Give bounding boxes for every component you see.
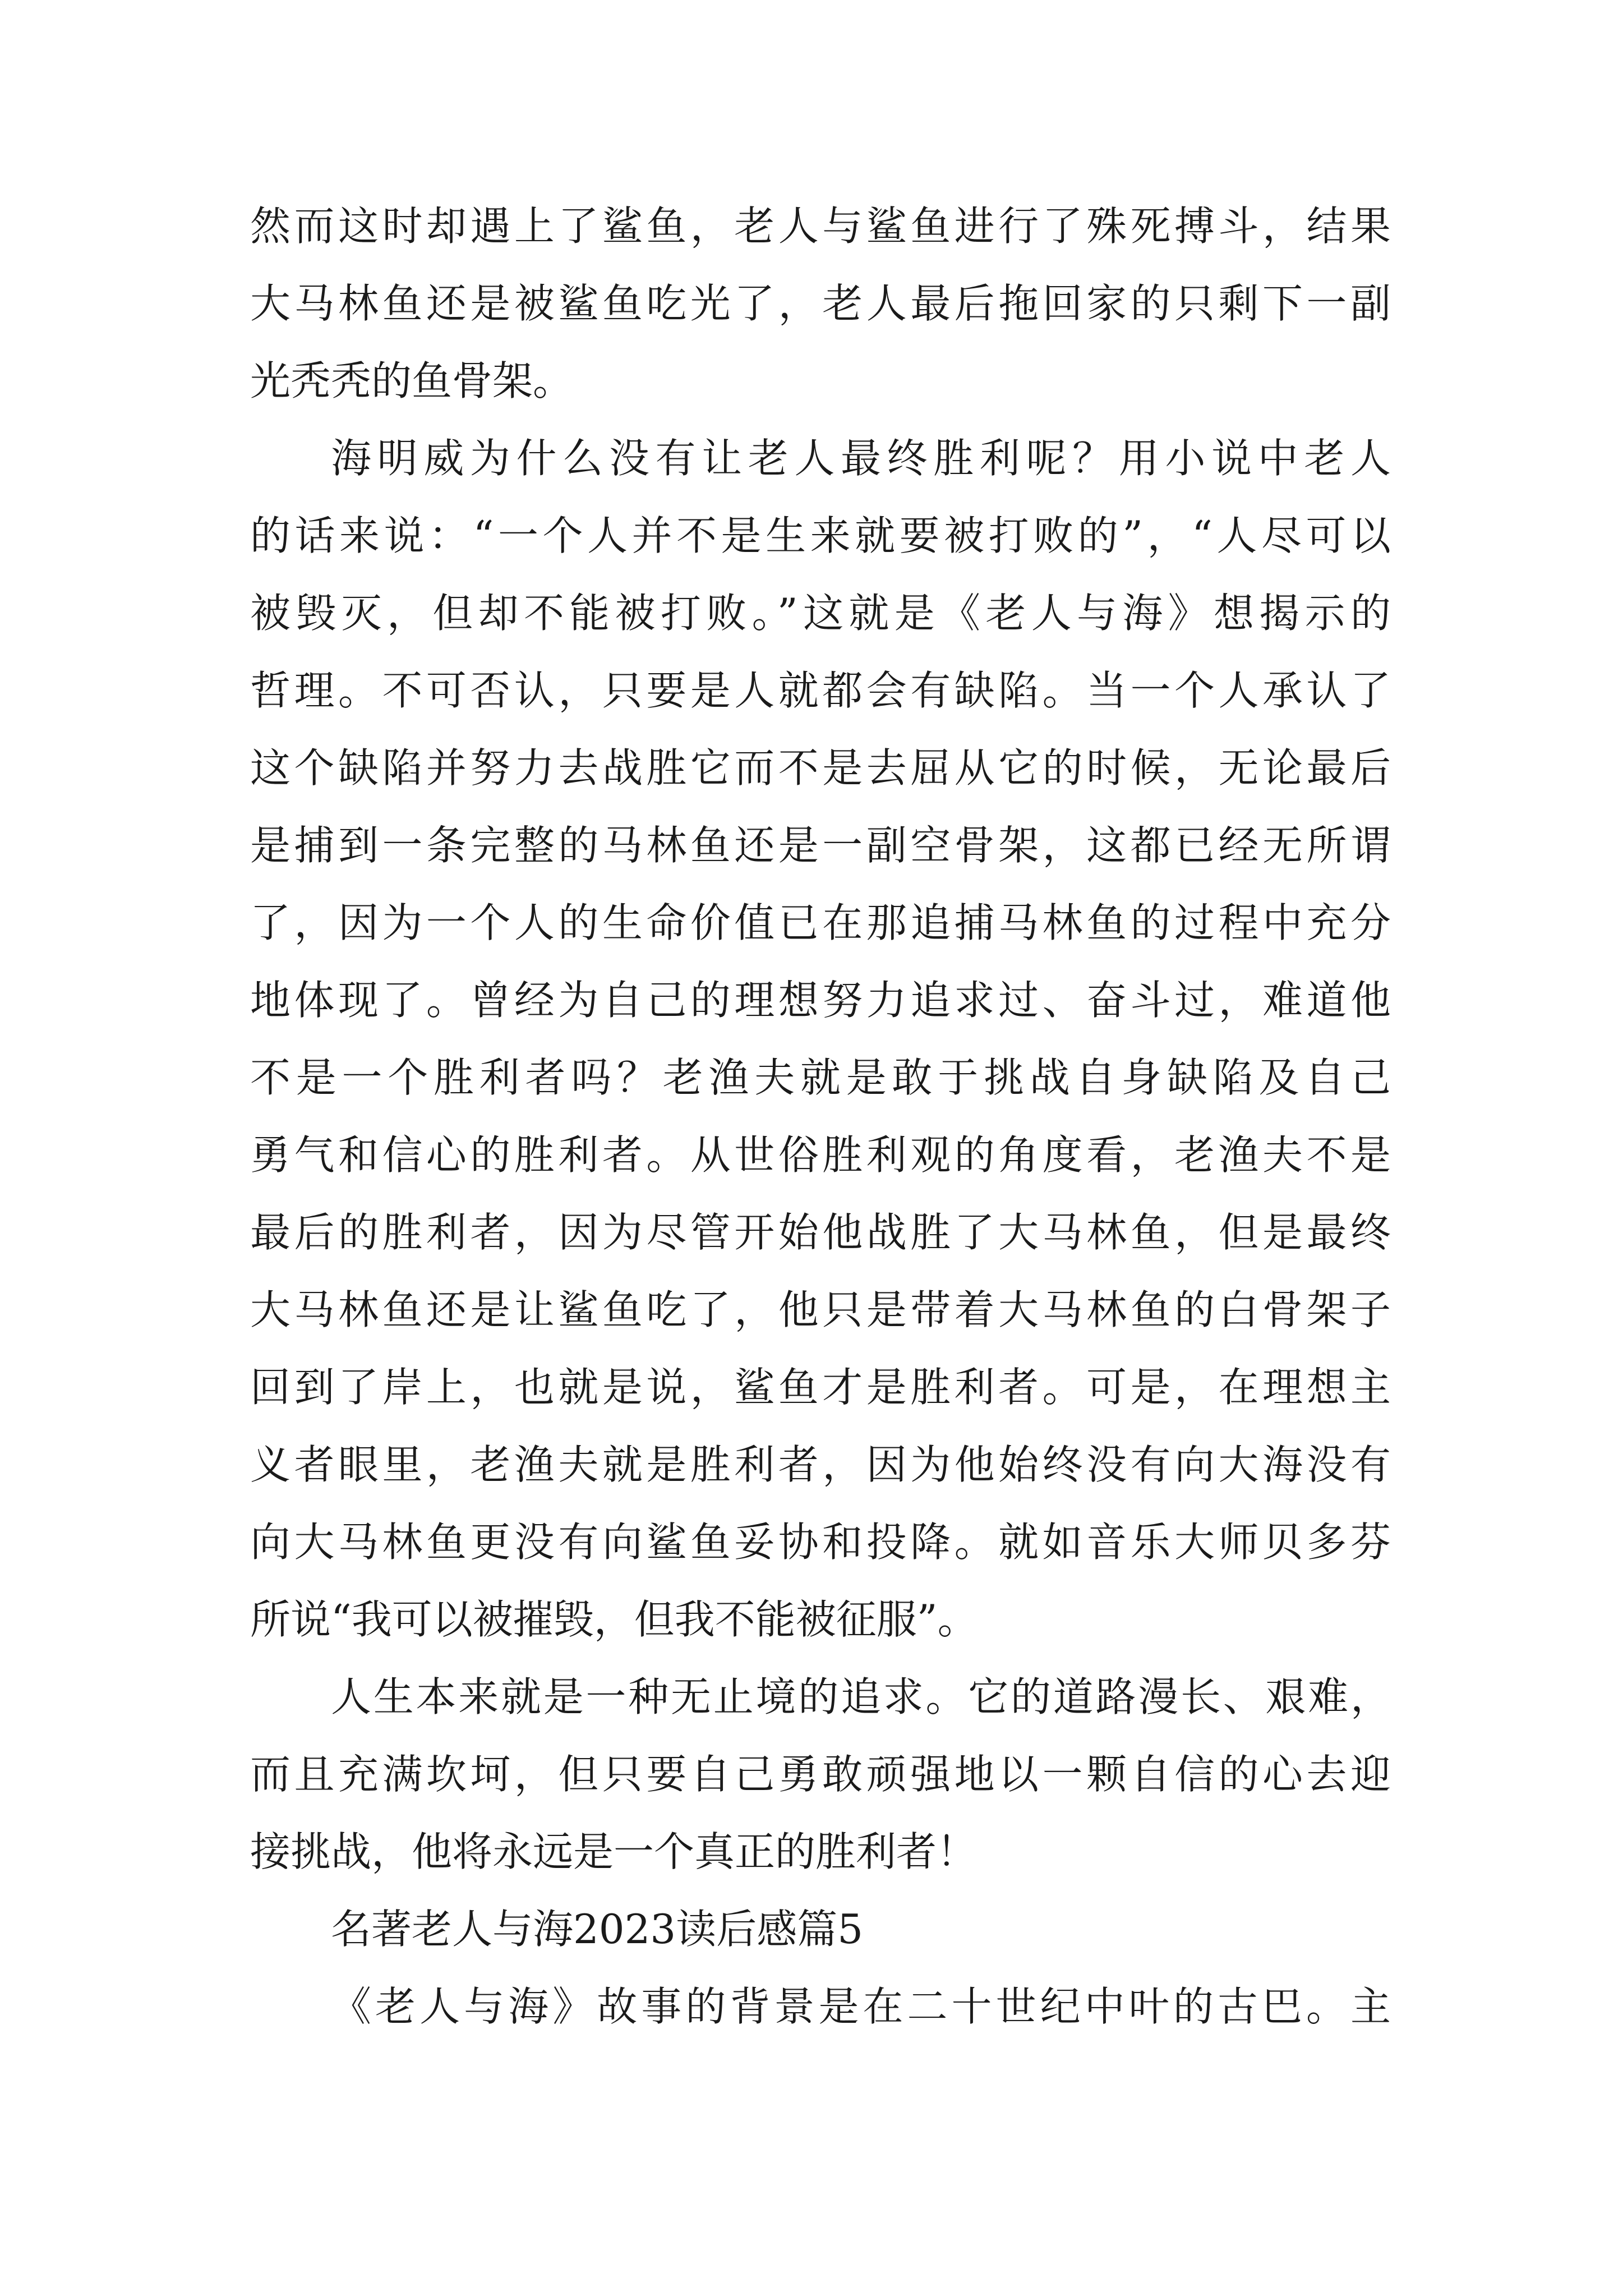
text-line: 了，因为一个人的生命价值已在那追捕马林鱼的过程中充分 bbox=[250, 899, 1391, 946]
text-line: 勇气和信心的胜利者。从世俗胜利观的角度看，老渔夫不是 bbox=[250, 1131, 1391, 1179]
text-line: 不是一个胜利者吗？老渔夫就是敢于挑战自身缺陷及自己 bbox=[250, 1054, 1391, 1101]
text-line: 回到了岸上，也就是说，鲨鱼才是胜利者。可是，在理想主 bbox=[250, 1364, 1391, 1411]
text-line: 人生本来就是一种无止境的追求。它的道路漫长、艰难， bbox=[331, 1673, 1391, 1720]
text-line: 而且充满坎坷，但只要自己勇敢顽强地以一颗自信的心去迎 bbox=[250, 1751, 1391, 1798]
text-line: 接挑战，他将永远是一个真正的胜利者！ bbox=[250, 1828, 978, 1875]
text-line: 光秃秃的鱼骨架。 bbox=[250, 357, 574, 404]
text-line: 这个缺陷并努力去战胜它而不是去屈从它的时候，无论最后 bbox=[250, 744, 1391, 792]
text-line: 被毁灭，但却不能被打败。”这就是《老人与海》想揭示的 bbox=[250, 590, 1391, 637]
text-line: 义者眼里，老渔夫就是胜利者，因为他始终没有向大海没有 bbox=[250, 1441, 1391, 1488]
text-line: 然而这时却遇上了鲨鱼，老人与鲨鱼进行了殊死搏斗，结果 bbox=[250, 203, 1391, 250]
text-line: 大马林鱼还是被鲨鱼吃光了，老人最后拖回家的只剩下一副 bbox=[250, 280, 1391, 327]
text-line: 大马林鱼还是让鲨鱼吃了，他只是带着大马林鱼的白骨架子 bbox=[250, 1286, 1391, 1333]
text-line: 是捕到一条完整的马林鱼还是一副空骨架，这都已经无所谓 bbox=[250, 822, 1391, 869]
text-line: 《老人与海》故事的背景是在二十世纪中叶的古巴。主 bbox=[331, 1983, 1391, 2030]
text-line: 地体现了。曾经为自己的理想努力追求过、奋斗过，难道他 bbox=[250, 977, 1391, 1024]
text-line: 海明威为什么没有让老人最终胜利呢？用小说中老人 bbox=[331, 435, 1391, 482]
document-body bbox=[250, 187, 1391, 2045]
text-line: 所说“我可以被摧毁，但我不能被征服”。 bbox=[250, 1596, 978, 1643]
text-line: 向大马林鱼更没有向鲨鱼妥协和投降。就如音乐大师贝多芬 bbox=[250, 1519, 1391, 1566]
text-line: 的话来说：“一个人并不是生来就要被打败的”，“人尽可以 bbox=[250, 512, 1391, 559]
section-heading: 名著老人与海2023读后感篇5 bbox=[331, 1906, 864, 1953]
text-line: 哲理。不可否认，只要是人就都会有缺陷。当一个人承认了 bbox=[250, 667, 1391, 714]
text-line: 最后的胜利者，因为尽管开始他战胜了大马林鱼，但是最终 bbox=[250, 1209, 1391, 1256]
